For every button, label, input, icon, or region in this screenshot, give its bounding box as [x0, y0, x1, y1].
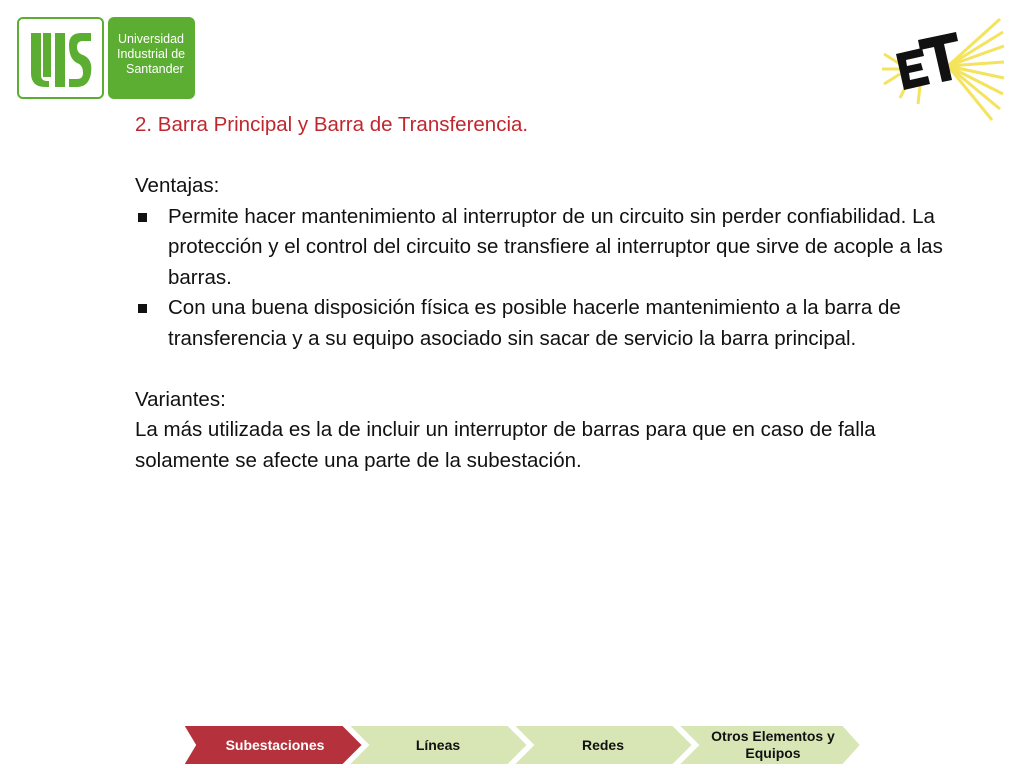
slide-heading: 2. Barra Principal y Barra de Transferencia.: [135, 113, 529, 136]
uis-monogram-icon: [27, 27, 97, 91]
uis-name-line: Industrial de: [117, 47, 186, 61]
list-item-text: Permite hacer mantenimiento al interruptor de un circuito sin perder confiabilidad. La protección y el control del circuito se transfiere al interruptor que sirve de acople a las barras.: [168, 204, 943, 289]
ventajas-list: [135, 202, 955, 355]
variantes-label: Variantes:: [135, 387, 226, 411]
uis-logo-name: [108, 17, 195, 99]
et-logo-icon: [870, 14, 1005, 124]
list-item-text: Con una buena disposición física es posible hacerle mantenimiento a la barra de transferencia y a su equipo asociado sin sacar de servicio la barra principal.: [168, 296, 901, 350]
uis-name-line: Universidad: [118, 32, 185, 46]
nav-item-redes[interactable]: Redes: [581, 736, 625, 753]
spacer: [135, 141, 955, 172]
list-item: [135, 202, 955, 294]
uis-logo: [17, 17, 195, 99]
slide-content: [135, 110, 955, 476]
variantes-text: La más utilizada es la de incluir un interruptor de barras para que en caso de falla solamente se afecte una parte de la subestación.: [135, 418, 876, 472]
square-bullet-icon: [138, 213, 147, 222]
section-navigation: [183, 723, 863, 767]
ventajas-label: Ventajas:: [135, 174, 220, 197]
square-bullet-icon: [138, 304, 147, 313]
uis-name-line: Santander: [126, 62, 184, 76]
et-logo: [870, 14, 1005, 124]
uis-logo-mark: [17, 17, 104, 99]
nav-item-subestaciones[interactable]: Subestaciones: [225, 736, 325, 753]
nav-item-lineas[interactable]: Líneas: [415, 736, 461, 753]
list-item: [135, 293, 955, 354]
spacer: [135, 354, 955, 385]
nav-item-otros-elementos[interactable]: Otros Elementos y Equipos: [711, 728, 835, 761]
